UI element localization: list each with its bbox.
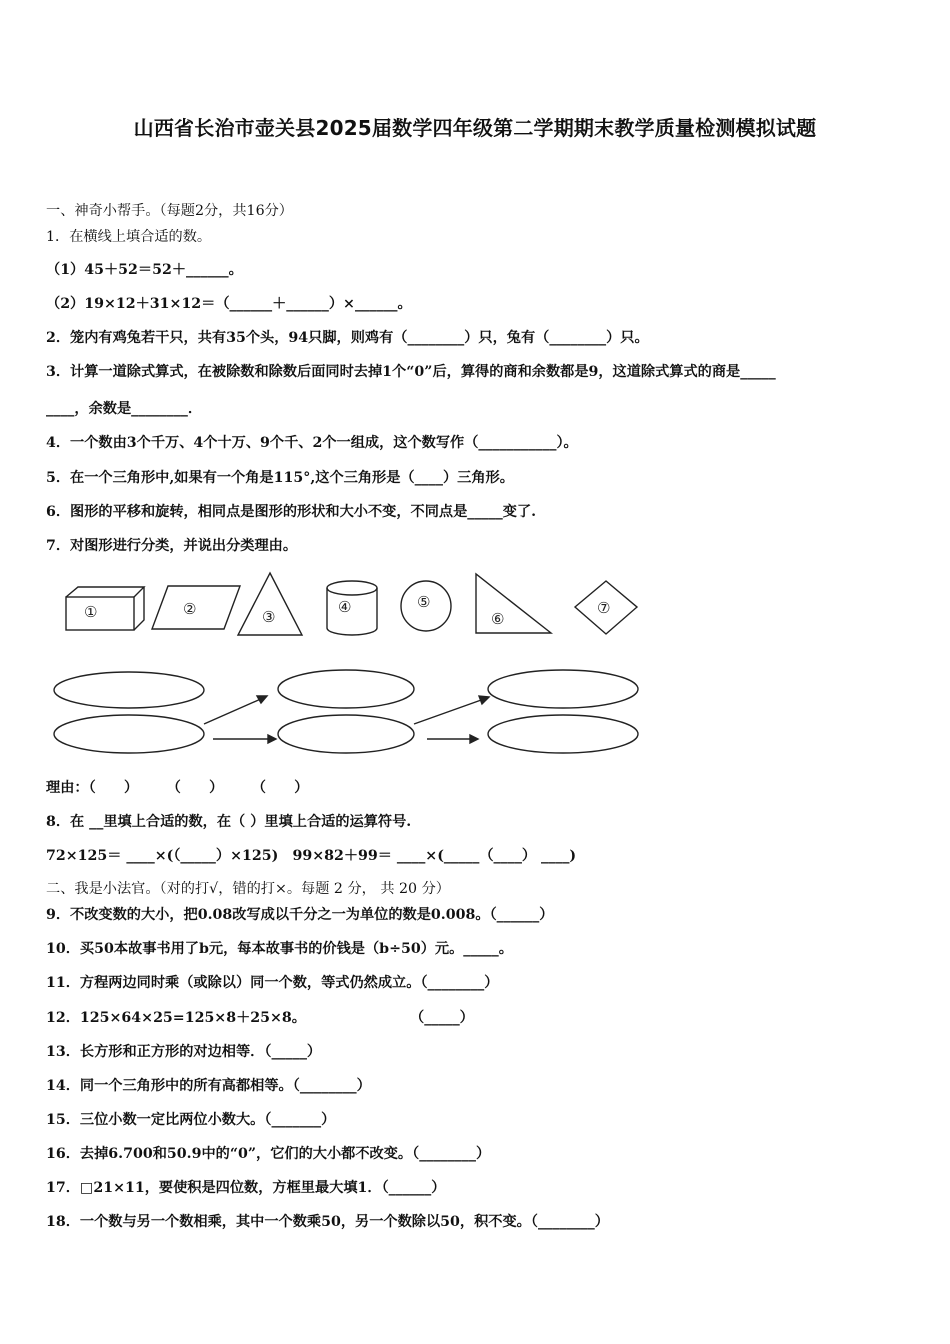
question-12: 12．125×64×25=125×8＋25×8。 (46, 1010, 306, 1026)
arrow-up-1-head (257, 696, 267, 703)
question-15: 15．三位小数一定比两位小数大。（_______） (46, 1112, 336, 1128)
section-1-heading: 一、神奇小帮手。（每题2分，共16分） (46, 203, 293, 219)
question-7: 7．对图形进行分类，并说出分类理由。 (46, 538, 298, 554)
shape-label-3: ③ (262, 608, 276, 626)
question-18: 18．一个数与另一个数相乘，其中一个数乘50，另一个数除以50，积不变。（________） (46, 1214, 609, 1230)
classification-ellipse-6 (488, 715, 638, 753)
question-7-reason: 理由：（ ） （ ） （ ） (46, 780, 309, 796)
question-2: 2．笼内有鸡兔若干只，共有35个头，94只脚，则鸡有（________）只，兔有（________）只。 (46, 330, 649, 346)
question-9: 9．不改变数的大小，把0.08改写成以千分之一为单位的数是0.008。（______） (46, 907, 554, 923)
question-17: 17．□21×11，要使积是四位数，方框里最大填1．（______） (46, 1180, 446, 1196)
question-1: 1．在横线上填合适的数。 (46, 229, 212, 245)
question-3-line-2: ____，余数是________． (46, 401, 203, 417)
question-12-blank: （_____） (410, 1010, 474, 1026)
arrow-up-1 (204, 698, 263, 724)
question-3-line-1: 3．计算一道除式算式，在被除数和除数后面同时去掉1个“0”后，算得的商和余数都是9，这道除式算式的商是_____ (46, 364, 776, 380)
question-10: 10．买50本故事书用了b元，每本故事书的价钱是（b÷50）元。_____。 (46, 941, 513, 957)
arrow-right-1-head (268, 735, 276, 743)
question-8-expression: 72×125＝ ____×(（_____）×125) 99×82＋99＝ ____×(_____（____） ____) (46, 848, 577, 864)
shape-label-7: ⑦ (597, 599, 611, 617)
page-title: 山西省长治市壶关县2025届数学四年级第二学期期末教学质量检测模拟试题 (133, 116, 817, 140)
shape-label-1: ① (84, 603, 98, 621)
triangle-shape (238, 573, 302, 635)
classification-ellipse-2 (54, 715, 204, 753)
right-triangle-shape (476, 574, 551, 633)
question-13: 13．长方形和正方形的对边相等．（_____） (46, 1044, 322, 1060)
classification-ellipse-1 (54, 672, 204, 708)
classification-ellipse-3 (278, 670, 414, 708)
parallelogram-shape (152, 586, 240, 629)
arrow-up-2-head (479, 696, 489, 704)
cylinder-shape (327, 581, 377, 635)
shape-label-5: ⑤ (417, 593, 431, 611)
shape-label-4: ④ (338, 598, 352, 616)
shape-label-6: ⑥ (491, 610, 505, 628)
cuboid-shape (66, 587, 144, 630)
question-11: 11．方程两边同时乘（或除以）同一个数，等式仍然成立。（________） (46, 975, 499, 991)
question-1-part-2: （2）19×12＋31×12＝（______＋______）×______。 (46, 296, 412, 312)
question-8: 8．在 __里填上合适的数，在（ ）里填上合适的运算符号. (46, 814, 412, 830)
shape-label-2: ② (183, 600, 197, 618)
question-16: 16．去掉6.700和50.9中的“0”，它们的大小都不改变。（________） (46, 1146, 491, 1162)
question-4: 4．一个数由3个千万、4个十万、9个千、2个一组成，这个数写作（___________）。 (46, 435, 578, 451)
question-14: 14．同一个三角形中的所有高都相等。（________） (46, 1078, 371, 1094)
question-1-part-1: （1）45＋52＝52＋______。 (46, 262, 243, 278)
classification-ellipse-5 (488, 670, 638, 708)
arrow-up-2 (414, 699, 484, 724)
circle-shape (401, 581, 451, 631)
arrow-right-2-head (470, 735, 478, 743)
classification-ellipse-4 (278, 715, 414, 753)
question-5: 5．在一个三角形中,如果有一个角是115°,这个三角形是（____）三角形。 (46, 470, 514, 486)
section-2-heading: 二、我是小法官。（对的打√，错的打×。每题 2 分， 共 20 分） (46, 881, 450, 897)
diamond-shape (575, 581, 637, 634)
question-6: 6．图形的平移和旋转，相同点是图形的形状和大小不变，不同点是_____变了. (46, 504, 537, 520)
